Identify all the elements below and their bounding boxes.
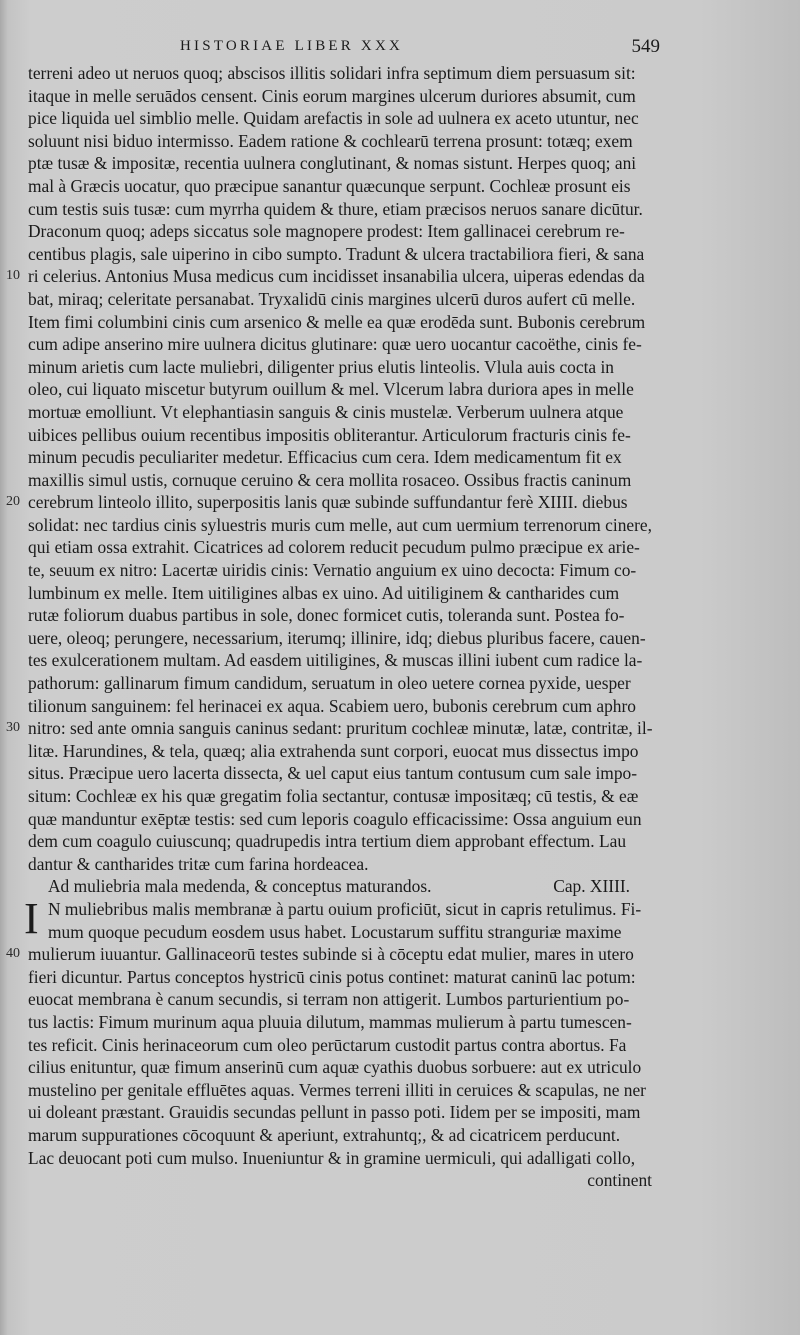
- text-line: [28, 1011, 656, 1034]
- text-line: [28, 649, 656, 672]
- text-line: [28, 762, 656, 785]
- line-text: tus lactis: Fimum murinum aqua pluuia dilutum, mammas mulierum à partu tumescen-: [28, 1011, 632, 1032]
- initial-letter: I: [24, 893, 39, 943]
- text-line: [28, 62, 656, 85]
- text-line: [28, 672, 656, 695]
- text-line: [28, 356, 656, 379]
- text-line: [28, 85, 656, 108]
- line-text: tes reficit. Cinis herinaceorum cum oleo perūctarum custodit partus contra abortus. Fa: [28, 1034, 627, 1055]
- line-text: mustelino per genitale effluētes aquas. Vermes terreni illiti in ceruices & scapulas, ne ner: [28, 1079, 646, 1100]
- text-line: [28, 378, 656, 401]
- text-line: [28, 1124, 656, 1147]
- text-line: [28, 808, 656, 831]
- line-text: bat, miraq; celeritate persanabat. Tryxalidū cinis margines ulcerū duros aufert cū melle.: [28, 288, 636, 309]
- line-text: nitro: sed ante omnia sanguis caninus sedant: pruritum cochleæ minutæ, latæ, contritæ, il-: [28, 718, 653, 739]
- text-line: [28, 1056, 656, 1079]
- text-line: [28, 966, 656, 989]
- text-line: [28, 243, 656, 266]
- chapter-number: Cap. XIIII.: [553, 876, 630, 897]
- line-text: maxillis simul ustis, cornuque ceruino & cera mollita rosaceo. Ossibus fractis caninum: [28, 469, 632, 490]
- margin-line-number: 40: [6, 946, 20, 962]
- text-line: [28, 830, 656, 853]
- line-text: cum testis suis tusæ: cum myrrha quidem & thure, etiam præcisos neruos sanare dicūtur.: [28, 198, 643, 219]
- text-line: [28, 1147, 656, 1170]
- line-text: Item fimi columbini cinis cum arsenico & melle ea quæ erodēda sunt. Bubonis cerebrum: [28, 311, 646, 332]
- line-text: mal à Græcis uocatur, quo præcipue sanantur quæcunque serpunt. Cochleæ prosunt eis: [28, 175, 631, 196]
- folio-number: 549: [631, 36, 660, 57]
- catchword-line: [28, 1169, 656, 1192]
- line-text: Draconum quoq; adeps siccatus sole magnopere prodest: Item gallinacei cerebrum re-: [28, 221, 625, 242]
- chapter-title: Ad muliebria mala medenda, & conceptus maturandos.: [48, 876, 432, 897]
- line-text: quæ manduntur exēptæ testis: sed cum leporis coagulo efficacissime: Ossa anguium eun: [28, 808, 642, 829]
- text-line: [28, 740, 656, 763]
- text-line: [28, 514, 656, 537]
- page-header: [180, 38, 660, 60]
- margin-line-number: 20: [6, 494, 20, 510]
- text-line: [6, 265, 656, 288]
- text-lines-after-heading: [6, 893, 656, 1169]
- text-line: [28, 311, 656, 334]
- text-line: [28, 446, 656, 469]
- line-text: minum pecudis peculiariter medetur. Efficacius cum cera. Idem medicamentum fit ex: [28, 447, 622, 468]
- line-text: tilionum sanguinem: fel herinacei ex aqua. Scabiem uero, bubonis cerebrum cum aphro: [28, 695, 636, 716]
- text-line: [28, 559, 656, 582]
- text-line: [28, 333, 656, 356]
- text-line: [28, 220, 656, 243]
- text-line: [6, 943, 656, 966]
- line-text: euocat membrana è canum secundis, si terram non attigerit. Lumbos parturientium po-: [28, 989, 630, 1010]
- line-text: mum quoque pecudum eosdem usus habet. Locustarum suffitu stranguriæ maxime: [48, 921, 622, 942]
- line-text: minum arietis cum lacte muliebri, diligenter prius elutis linteolis. Vlula auis cocta in: [28, 356, 614, 377]
- line-text: oleo, cui liquato miscetur butyrum ouillum & mel. Vlcerum labra duriora apes in melle: [28, 379, 634, 400]
- line-text: cilius enituntur, quæ fimum anserinū cum aquæ cyathis duobus sorbuere: aut ex utriculo: [28, 1057, 642, 1078]
- line-text: uibices pellibus ouium recentibus impositis obliterantur. Articulorum fracturis cinis fe-: [28, 424, 631, 445]
- text-line: [28, 107, 656, 130]
- line-text: solidat: nec tardius cinis syluestris muris cum melle, aut cum uermium terrenorum cinere,: [28, 514, 652, 535]
- text-lines-before-heading: [6, 62, 656, 875]
- line-text: dem cum coagulo cuiuscunq; quadrupedis intra tertium diem approbant effectum. Lau: [28, 831, 627, 852]
- text-line: [28, 152, 656, 175]
- line-text: dantur & cantharides tritæ cum farina hordeacea.: [28, 853, 369, 874]
- line-text: pathorum: gallinarum fimum candidum, seruatum in oleo uetere cornea pyxide, uesper: [28, 673, 631, 694]
- line-text: terreni adeo ut neruos quoq; abscisos illitis solidari infra septimum diem persuasum sit:: [28, 63, 636, 83]
- line-text: situm: Cochleæ ex his quæ gregatim folia sectantur, contusæ impositæq; cū testis, & eæ: [28, 786, 639, 806]
- text-block: [6, 62, 656, 1192]
- line-text: N muliebribus malis membranæ à partu ouium proficiūt, sicut in capris retulimus. Fi-: [48, 898, 642, 919]
- text-line: [28, 469, 656, 492]
- line-text: Lac deuocant poti cum mulso. Inueniuntur & in gramine uermiculi, qui adalligati collo,: [28, 1147, 636, 1168]
- line-text: tes exulcerationem multam. Ad easdem uitiligines, & muscas illini iubent cum radice la-: [28, 650, 643, 671]
- text-line: [6, 717, 656, 740]
- line-text: mulierum iuuantur. Gallinaceorū testes subinde si à cōceptu edat mulier, mares in utero: [28, 944, 634, 965]
- line-text: ptæ tusæ & impositæ, recentia uulnera conglutinant, & nomas sistunt. Herpes quoq; ani: [28, 153, 637, 174]
- line-text: situs. Præcipue uero lacerta dissecta, & uel caput eius tantum contusum cum sale impo-: [28, 763, 638, 784]
- catchword: continent: [587, 1170, 652, 1191]
- text-line: [28, 627, 656, 650]
- text-line: [28, 288, 656, 311]
- text-line: [28, 695, 656, 718]
- line-text: te, seuum ex nitro: Lacertæ uiridis cinis: Vernatio anguium ex uino decocta: Fimum co-: [28, 560, 637, 581]
- line-text: soluunt nisi biduo intermisso. Eadem ratione & cochlearū terrena prosunt: totæq; exem: [28, 130, 633, 151]
- margin-line-number: 30: [6, 720, 20, 736]
- line-text: pice liquida uel simblio melle. Quidam arefactis in sole ad uulnera ex aceto utuntur, nec: [28, 108, 639, 129]
- line-text: ri celerius. Antonius Musa medicus cum incidisset insanabilia ulcera, uiperas edendas da: [28, 266, 645, 287]
- text-line: [28, 921, 656, 944]
- line-text: lumbinum ex melle. Item uitiligines albas ex uino. Ad uitiliginem & cantharides cum: [28, 582, 620, 603]
- line-text: centibus plagis, sale uiperino in cibo sumpto. Tradunt & ulcera tractabiliora fieri, & sana: [28, 243, 645, 264]
- text-line: [28, 198, 656, 221]
- text-line: [28, 853, 656, 876]
- text-line: [28, 785, 656, 808]
- line-text: rutæ foliorum duabus partibus in sole, donec formicet cutis, toleranda sunt. Postea fo-: [28, 605, 625, 626]
- line-text: mortuæ emolliunt. Vt elephantiasin sanguis & cinis mustelæ. Verberum uulnera atque: [28, 401, 624, 422]
- line-text: ui doleant præstant. Grauidis secundas pellunt in passo poti. Iidem per se impositi, mam: [28, 1102, 641, 1123]
- text-line: [28, 175, 656, 198]
- running-head: HISTORIAE LIBER XXX: [180, 38, 404, 54]
- line-text: cerebrum linteolo illito, superpositis lanis quæ subinde suffundantur ferè XIIII. diebus: [28, 492, 628, 513]
- line-text: itaque in melle seruādos censent. Cinis eorum margines ulcerum duriores absumit, cum: [28, 85, 636, 106]
- line-text: marum suppurationes cōcoquunt & aperiunt, extrahuntq;, & ad cicatricem perducunt.: [28, 1124, 621, 1145]
- line-text: litæ. Harundines, & tela, quæq; alia extrahenda sunt corpori, euocat mus dissectus impo: [28, 740, 639, 761]
- text-line: [28, 536, 656, 559]
- text-line: [28, 1079, 656, 1102]
- line-text: uere, oleoq; perungere, necessarium, iterumq; illinire, idq; diebus pluribus facere, cauen-: [28, 627, 646, 648]
- text-line: [28, 582, 656, 605]
- line-text: cum adipe anserino mire uulnera dicitus glutinare: quæ uero uocantur cacoëthe, cinis fe-: [28, 334, 642, 355]
- text-line: [28, 1034, 656, 1057]
- text-line: [28, 401, 656, 424]
- line-text: qui etiam ossa extrahit. Cicatrices ad colorem reducit pecudum pulmo præcipue ex arie-: [28, 537, 640, 558]
- chapter-heading: [28, 875, 656, 898]
- margin-line-number: 10: [6, 268, 20, 284]
- text-line: [28, 130, 656, 153]
- text-line: [28, 424, 656, 447]
- line-text: fieri dicuntur. Partus conceptos hystricū cinis potus continet: maturat caninū lac potum:: [28, 966, 636, 987]
- text-line: [28, 604, 656, 627]
- text-line: [6, 491, 656, 514]
- text-line: [28, 988, 656, 1011]
- text-line: [28, 1101, 656, 1124]
